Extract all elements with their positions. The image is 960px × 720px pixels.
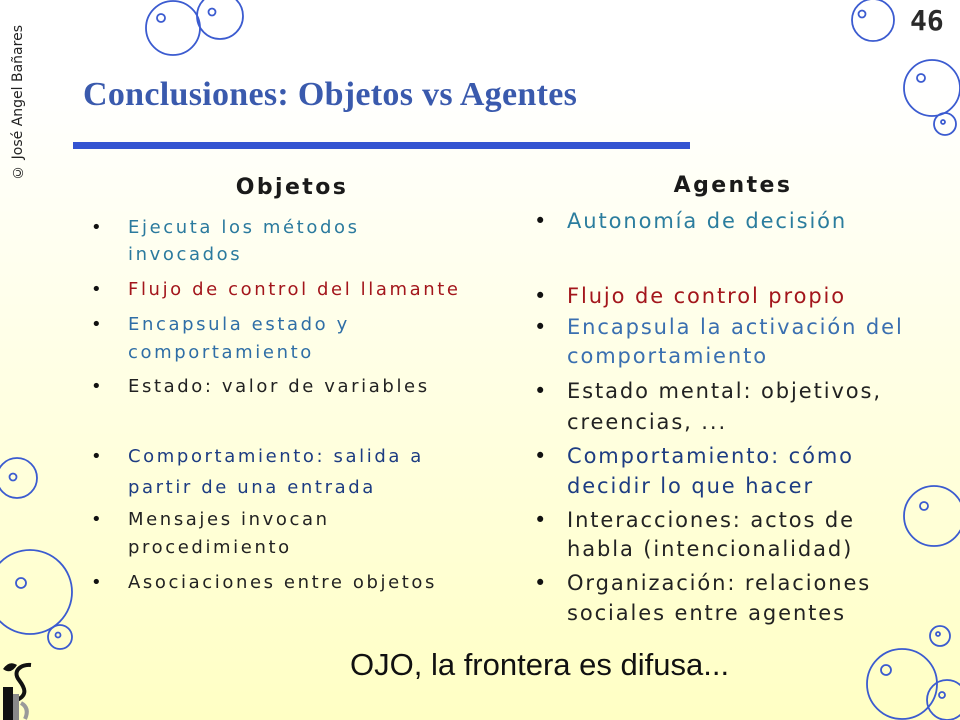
item-line: sociales entre agentes — [567, 601, 846, 625]
agentes-item — [567, 313, 904, 371]
item-line: creencias, ... — [567, 410, 728, 434]
bubble-outline — [904, 486, 960, 546]
bubble-outline — [0, 458, 37, 498]
item-line: • Autonomía de decisión — [567, 209, 848, 233]
agentes-item — [567, 568, 871, 628]
bubble-highlight — [16, 578, 26, 588]
bubble-highlight — [209, 9, 216, 16]
bubble-highlight — [917, 74, 925, 82]
objetos-item — [128, 441, 424, 503]
bubble-highlight — [859, 11, 866, 18]
objetos-heading: Objetos — [235, 175, 349, 200]
logo-i-stem — [3, 687, 13, 720]
bubble-outline — [934, 113, 956, 135]
bubble-outline — [930, 626, 950, 646]
bubble-outline — [852, 0, 894, 41]
bubble — [146, 1, 200, 55]
bubble — [852, 0, 894, 41]
bubble-outline — [0, 550, 72, 634]
bubble-highlight — [881, 665, 891, 675]
item-line: partir de una entrada — [128, 477, 376, 498]
bubble-highlight — [10, 474, 17, 481]
item-line: • Comportamiento: salida a — [128, 446, 424, 467]
objetos-item — [128, 373, 430, 401]
bubble — [930, 626, 950, 646]
objetos-item — [128, 506, 330, 562]
item-line: • Encapsula la activación del — [567, 315, 904, 339]
item-line: habla (intencionalidad) — [567, 537, 854, 561]
item-line: comportamiento — [567, 344, 768, 368]
bubble — [197, 0, 243, 39]
item-line: • Estado: valor de variables — [128, 376, 430, 397]
item-line: • Estado mental: objetivos, — [567, 379, 882, 403]
bubble — [867, 649, 937, 719]
item-line: invocados — [128, 244, 243, 265]
bubble — [48, 625, 72, 649]
bubble — [0, 550, 72, 634]
agentes-item — [567, 376, 882, 438]
objetos-item — [128, 214, 360, 268]
item-line: • Flujo de control propio — [567, 284, 847, 308]
item-line: • Ejecuta los métodos — [128, 217, 360, 238]
bubble-outline — [867, 649, 937, 719]
bubble-highlight — [941, 120, 945, 124]
bubble-highlight — [939, 692, 945, 698]
item-line: procedimiento — [128, 537, 292, 558]
bubble-highlight — [56, 633, 61, 638]
objetos-item — [128, 569, 437, 597]
agentes-item — [567, 206, 847, 236]
title-underline — [73, 142, 690, 149]
bubble — [927, 680, 960, 720]
agentes-item — [567, 506, 855, 564]
bubble-highlight — [157, 14, 165, 22]
bubble — [0, 458, 37, 498]
bubble-highlight — [936, 632, 940, 636]
footer-note: OJO, la frontera es difusa... — [350, 647, 730, 682]
logo-shade — [13, 694, 19, 720]
bubble — [934, 113, 956, 135]
item-line: comportamiento — [128, 342, 314, 363]
objetos-item — [128, 311, 350, 367]
agentes-item — [567, 281, 846, 311]
bubble-outline — [927, 680, 960, 720]
logo-dot — [3, 663, 17, 671]
item-line: • Flujo de control del llamante — [128, 279, 461, 300]
bubble-outline — [146, 1, 200, 55]
agentes-heading: Agentes — [673, 173, 793, 198]
item-line: • Organización: relaciones — [567, 571, 872, 595]
bubble-outline — [197, 0, 243, 39]
item-line: • Asociaciones entre objetos — [128, 572, 438, 593]
bubble — [904, 60, 960, 116]
bubble — [904, 486, 960, 546]
item-line: • Interacciones: actos de — [567, 508, 855, 532]
is-logo — [0, 660, 36, 720]
objetos-item — [128, 276, 461, 304]
copyright-notice: © José Angel Bañares — [10, 25, 26, 180]
item-line: • Encapsula estado y — [128, 314, 350, 335]
bubble-highlight — [920, 502, 928, 510]
item-line: • Mensajes invocan — [128, 509, 330, 530]
item-line: • Comportamiento: cómo — [567, 444, 854, 468]
bubble-outline — [48, 625, 72, 649]
slide-title: Conclusiones: Objetos vs Agentes — [83, 76, 578, 113]
page-number: 46 — [910, 4, 944, 37]
item-line: decidir lo que hacer — [567, 474, 814, 498]
bubble-outline — [904, 60, 960, 116]
logo-s-tail — [21, 703, 27, 719]
agentes-item — [567, 441, 854, 501]
